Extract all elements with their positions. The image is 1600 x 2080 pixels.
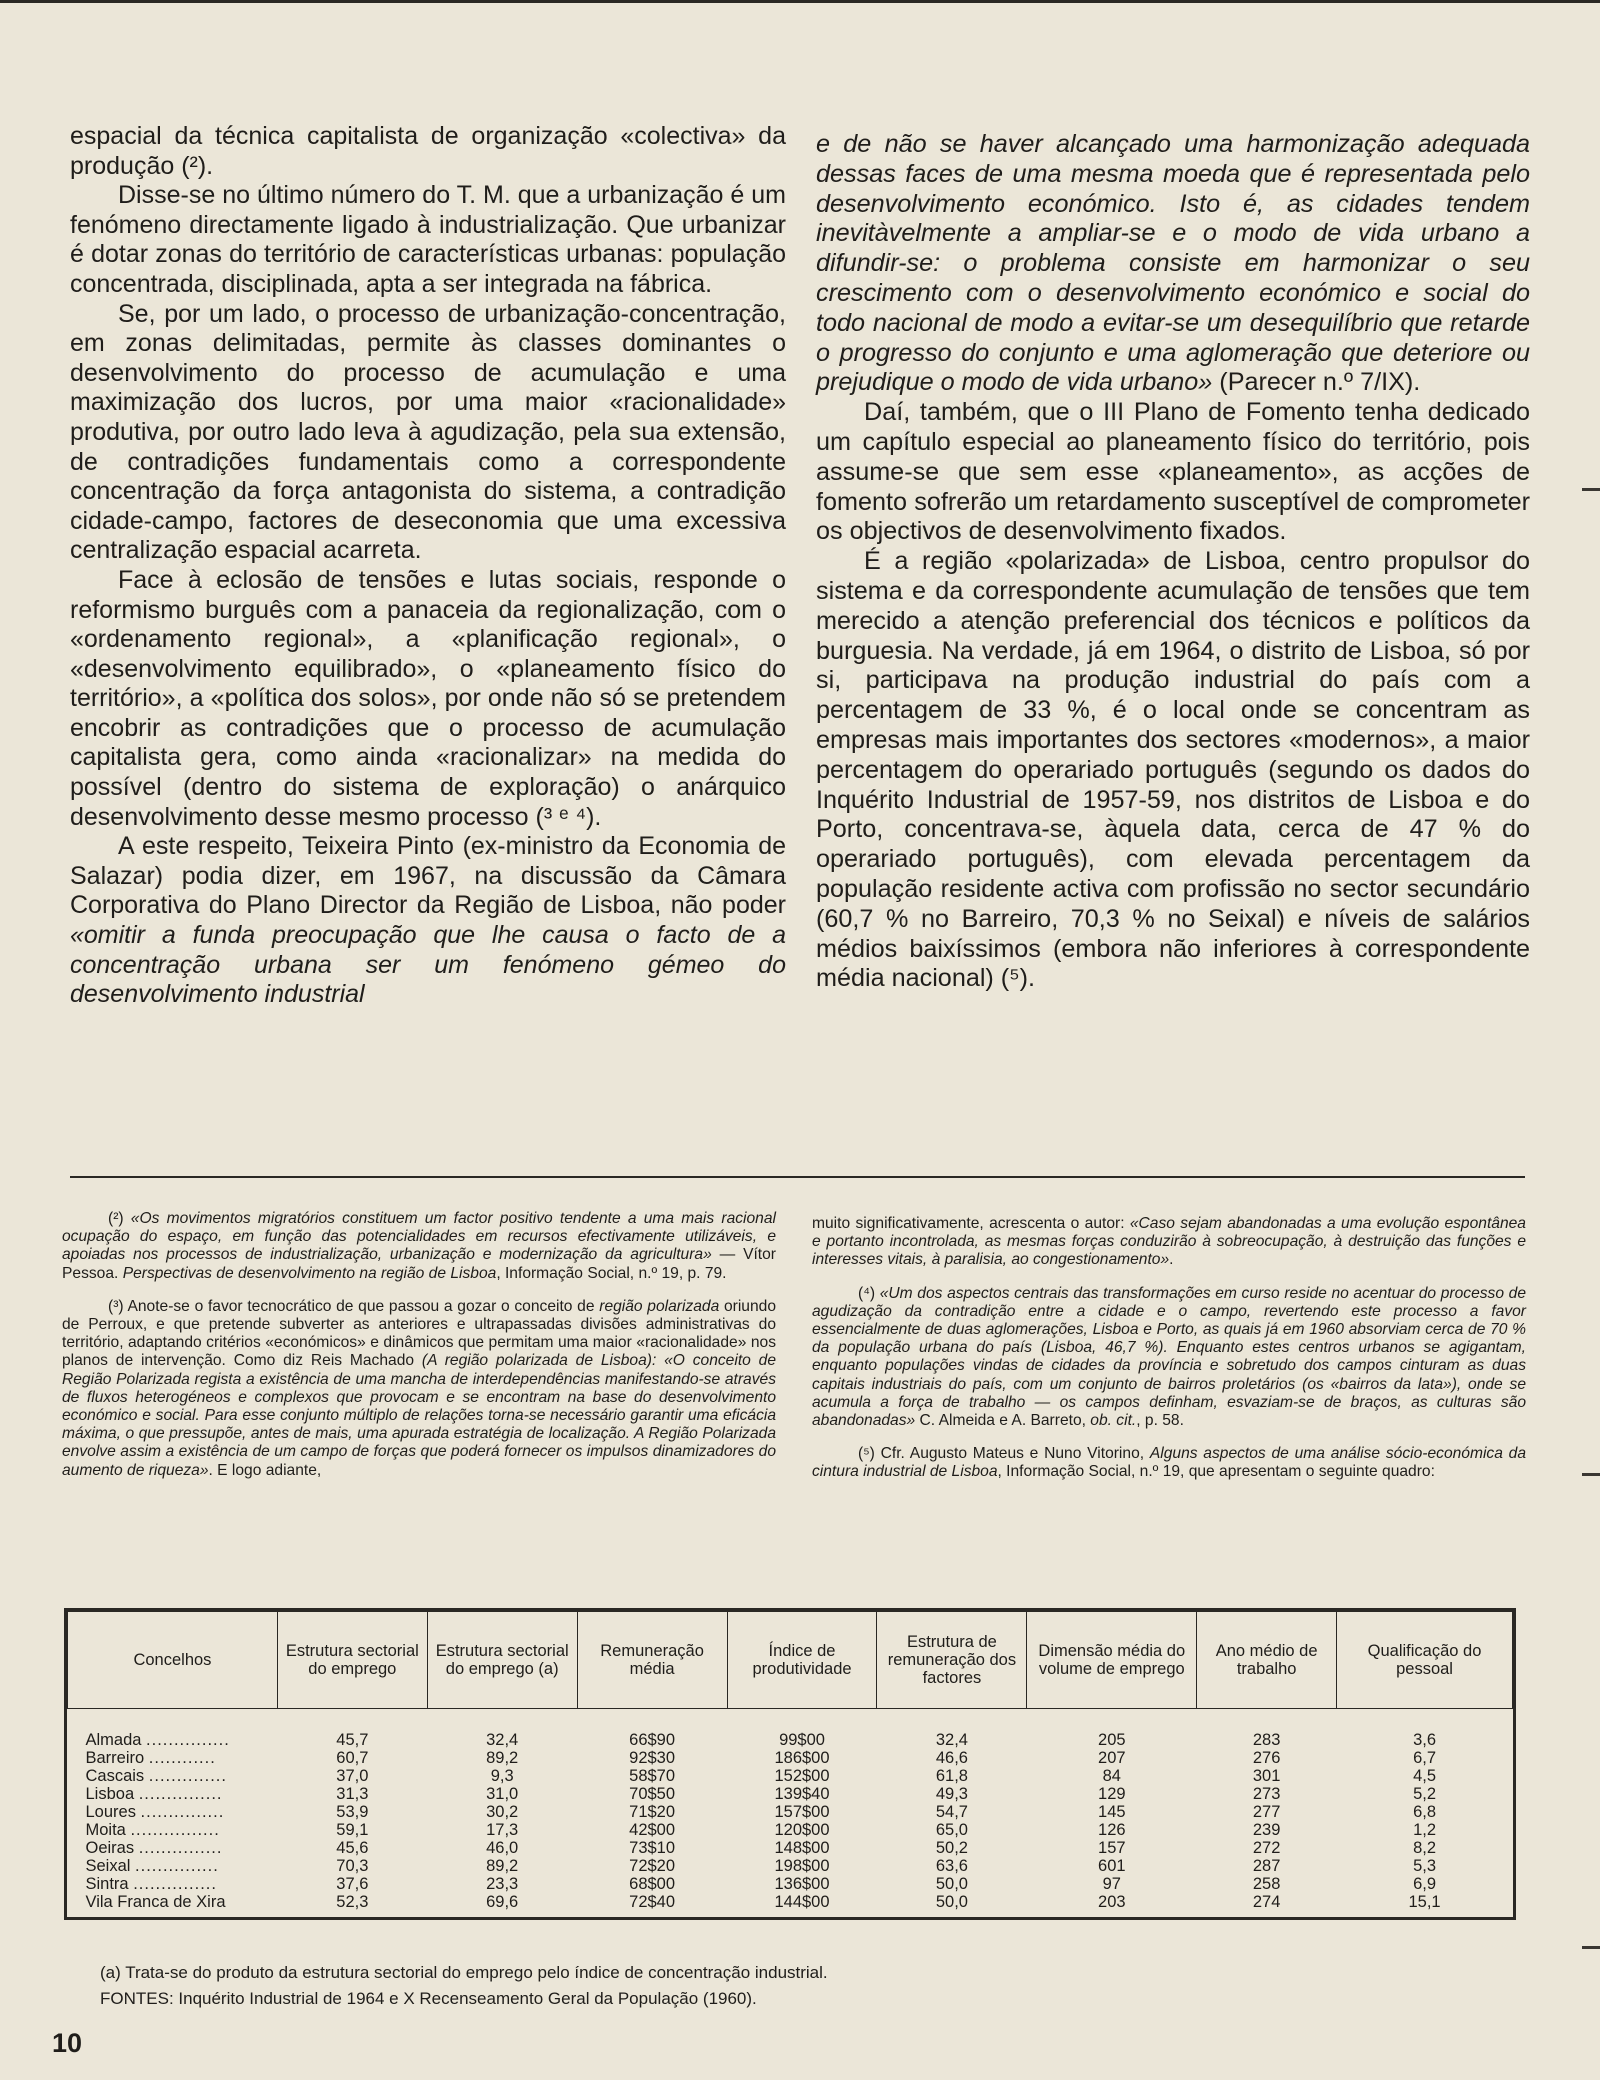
table-cell: 69,6 bbox=[486, 1893, 519, 1911]
concelho-cell bbox=[68, 1857, 278, 1875]
table-cell: 60,7 bbox=[336, 1749, 369, 1767]
table-cell: 72$20 bbox=[629, 1857, 676, 1875]
paragraph: É a região «polarizada» de Lisboa, centro propulsor do sistema e da correspondente acumulação de tensões que tem merecido a atenção preferencial dos técnicos e políticos da burguesia. Na verdade, já em 1964, o distrito de Lisboa, só por si, participava na produção industrial do país com a percentagem de 33 %, é o local onde se concentram as empresas mais importantes dos sectores «modernos», a maior percentagem do operariado português (segundo os dados do Inquérito Industrial de 1957-59, nos distritos de Lisboa e do Porto, concentrava-se, àquela data, cerca de 47 % do operariado português), com elevada percentagem da população residente activa com profissão no sector secundário (60,7 % no Barreiro, 70,3 % no Seixal) e níveis de salários médios baixíssimos (embora não inferiores à correspondente média nacional) (⁵). bbox=[816, 547, 1530, 993]
text-run: (Parecer n.º 7/IX). bbox=[1212, 368, 1421, 397]
table-cell: 89,2 bbox=[486, 1857, 519, 1875]
table-cell: 97 bbox=[1102, 1875, 1121, 1893]
table-cell: 205 bbox=[1098, 1731, 1126, 1749]
table-cell: 274 bbox=[1252, 1893, 1281, 1911]
table-cell: 99$00 bbox=[779, 1731, 825, 1749]
concelhos-table bbox=[67, 1611, 1513, 1911]
footnote-4 bbox=[812, 1285, 1526, 1431]
leader-dots: ............... bbox=[138, 1839, 223, 1857]
footnote-2 bbox=[62, 1210, 776, 1283]
table-cell: 144$00 bbox=[774, 1893, 830, 1911]
paragraph: espacial da técnica capitalista de organização «colectiva» da produção (²). bbox=[70, 122, 786, 180]
footnote-mark: (²) bbox=[108, 1210, 124, 1227]
paragraph bbox=[70, 832, 786, 1010]
table-cell: 70,3 bbox=[336, 1857, 369, 1875]
table-cell: 70$50 bbox=[629, 1785, 676, 1803]
table-cell: 258 bbox=[1252, 1875, 1281, 1893]
table-cell: 50,2 bbox=[935, 1839, 968, 1857]
table-cell: 136$00 bbox=[774, 1875, 830, 1893]
text-run: oriundo de Perroux, e que pretende subverter as anteriores e ultrapassadas divisões administrativas do território, adaptando critérios «económicos» e dinâmicos que permitam uma maior «racionalidade» nos planos de intervenção. Como diz Reis Machado bbox=[62, 1297, 776, 1370]
table-header-cell: Índice de produtividade bbox=[727, 1612, 877, 1709]
table-cell: 601 bbox=[1098, 1857, 1126, 1875]
table-cell: 6,7 bbox=[1413, 1749, 1436, 1767]
margin-mark bbox=[1582, 1473, 1600, 1476]
table-cell: 65,0 bbox=[935, 1821, 968, 1839]
table-row bbox=[68, 1821, 1513, 1839]
text-run: «Caso sejam abandonadas a uma evolução espontânea e portanto incontrolada, as mesmas forças conduzirão à sobreocupação, à destruição das funções e interesses vitais, à paralisia, ao congestionamento» bbox=[812, 1215, 1526, 1269]
concelho-cell bbox=[68, 1893, 278, 1911]
concelho-cell bbox=[68, 1749, 278, 1767]
table-cell: 68$00 bbox=[629, 1875, 676, 1893]
table-cell: 8,2 bbox=[1413, 1839, 1436, 1857]
table-cell: 37,6 bbox=[336, 1875, 369, 1893]
table-header-row bbox=[68, 1612, 1513, 1709]
table-cell: 92$30 bbox=[629, 1749, 676, 1767]
table-cell: 63,6 bbox=[935, 1857, 968, 1875]
table-cell: 58$70 bbox=[629, 1767, 676, 1785]
table-cell: 5,3 bbox=[1413, 1857, 1436, 1875]
table-header-cell: Remuneração média bbox=[577, 1612, 727, 1709]
table-cell: 61,8 bbox=[935, 1767, 968, 1785]
leader-dots: ................ bbox=[130, 1821, 220, 1839]
text-run: C. Almeida e A. Barreto, bbox=[915, 1412, 1091, 1430]
footnotes-right bbox=[812, 1215, 1526, 1497]
table-cell: 52,3 bbox=[336, 1893, 369, 1911]
table-row bbox=[68, 1875, 1513, 1893]
table-cell: 139$40 bbox=[774, 1785, 830, 1803]
concelho-name: Oeiras bbox=[85, 1839, 135, 1857]
concelho-cell bbox=[68, 1803, 278, 1821]
concelho-name: Seixal bbox=[85, 1857, 131, 1875]
table-cell: 5,2 bbox=[1413, 1785, 1436, 1803]
table-cell: 46,6 bbox=[935, 1749, 968, 1767]
table-cell: 50,0 bbox=[935, 1875, 968, 1893]
table-cell: 4,5 bbox=[1413, 1767, 1436, 1785]
footnotes-left bbox=[62, 1210, 776, 1495]
table-row bbox=[68, 1803, 1513, 1821]
table-cell: 277 bbox=[1252, 1803, 1281, 1821]
table-cell: 30,2 bbox=[486, 1803, 519, 1821]
table-cell: 46,0 bbox=[486, 1839, 519, 1857]
table-cell: 301 bbox=[1252, 1767, 1281, 1785]
footnote-3-continued bbox=[812, 1215, 1526, 1270]
table-cell: 17,3 bbox=[486, 1821, 519, 1839]
table-cell: 272 bbox=[1252, 1839, 1281, 1857]
table-cell: 6,9 bbox=[1413, 1875, 1436, 1893]
text-run: Alguns aspectos de uma análise sócio-económica da cintura industrial de Lisboa bbox=[812, 1445, 1526, 1481]
table-cell: 31,0 bbox=[486, 1785, 519, 1803]
table-header-cell: Qualificação do pessoal bbox=[1337, 1612, 1513, 1709]
text-run: «Os movimentos migratórios constituem um factor positivo tendente a uma mais racional ocupação do espaço, em função das potencialidades em recursos efectivamente utilizáveis, e apoiadas nos processos de industrialização, urbanização e modernização da agricultura» bbox=[62, 1210, 776, 1264]
table-cell: 37,0 bbox=[336, 1767, 369, 1785]
table-cell: 73$10 bbox=[629, 1839, 676, 1857]
concelho-cell bbox=[68, 1709, 278, 1750]
table-cell: 53,9 bbox=[336, 1803, 369, 1821]
table-header-cell: Dimensão média do volume de emprego bbox=[1027, 1612, 1197, 1709]
table-notes bbox=[100, 1960, 828, 2012]
table-cell: 157 bbox=[1098, 1839, 1126, 1857]
concelho-cell bbox=[68, 1839, 278, 1857]
footnote-3 bbox=[62, 1298, 776, 1480]
concelho-name: Barreiro bbox=[85, 1749, 145, 1767]
table-cell: 45,7 bbox=[336, 1731, 369, 1749]
table-cell: 186$00 bbox=[774, 1749, 830, 1767]
margin-mark bbox=[1582, 1946, 1600, 1949]
paragraph: Disse-se no último número do T. M. que a urbanização é um fenómeno directamente ligado à industrialização. Que urbanizar é dotar zonas do território de características urbanas: população concentrada, disciplinada, apta a ser integrada na fábrica. bbox=[70, 181, 786, 298]
table-cell: 31,3 bbox=[336, 1785, 369, 1803]
table-cell: 32,4 bbox=[486, 1731, 519, 1749]
footnote-5 bbox=[812, 1445, 1526, 1481]
table-cell: 42$00 bbox=[629, 1821, 676, 1839]
table-cell: 126 bbox=[1098, 1821, 1126, 1839]
quotation: e de não se haver alcançado uma harmonização adequada dessas faces de uma mesma moeda que é representada pelo desenvolvimento económico. Isto é, as cidades tendem inevitàvelmente a ampliar-se e o modo de vida urbano a difundir-se: o problema consiste em harmonizar o seu crescimento com o desenvolvimento económico e social do todo nacional de modo a evitar-se um desequilíbrio que retarde o progresso do conjunto e uma aglomeração que deteriore ou prejudique o modo de vida urbano» bbox=[816, 130, 1530, 397]
text-run: (A região polarizada de Lisboa): «O conceito de Região Polarizada regista a existência de uma mancha de interdependências manifestando-se através de fluxos heterogéneos e complexos que provocam e se encontram na base do desenvolvimento económico e social. Para esse conjunto múltiplo de relações torna-se necessário garantir uma eficácia máxima, o que pressupõe, antes de mais, uma apurada estratégia de localização. A Região Polarizada envolve assim a existência de um campo de forças que poderá fornecer os impulsos dinamizadores do aumento de riqueza» bbox=[62, 1352, 776, 1479]
table-row bbox=[68, 1857, 1513, 1875]
text-run: «Um dos aspectos centrais das transformações em curso reside no acentuar do processo de agudização da contradição entre a cidade e o campo, revertendo este processo a favor essencialmente de duas aglomerações, Lisboa e Porto, as quais já em 1960 absorviam cerca de 70 % da população urbana do país (Lisboa, 46,7 %). Enquanto estes centros urbanos se agigantam, enquanto populações vindas de cidades da província e sobretudo dos campos cinturam as duas capitais industriais do país, com um conjunto de bairros proletários (os «bairros da lata»), onde se acumula a força de trabalho — os campos definham, esvaziam-se de braços, as culturas são abandonadas» bbox=[812, 1284, 1526, 1430]
text-run: , Informação Social, n.º 19, que apresentam o seguinte quadro: bbox=[997, 1463, 1435, 1481]
quotation: «omitir a funda preocupação que lhe causa o facto de a concentração urbana ser um fenómeno gémeo do desenvolvimento industrial bbox=[70, 921, 786, 1009]
table-cell: 273 bbox=[1252, 1785, 1281, 1803]
table-cell: 152$00 bbox=[774, 1767, 830, 1785]
table-cell: 157$00 bbox=[774, 1803, 830, 1821]
footnote-divider bbox=[70, 1176, 1525, 1178]
paragraph bbox=[816, 130, 1530, 398]
concelho-name: Moita bbox=[85, 1821, 126, 1839]
table-cell: 287 bbox=[1252, 1857, 1281, 1875]
text-run: . E logo adiante, bbox=[208, 1461, 322, 1479]
concelho-name: Cascais bbox=[85, 1767, 145, 1785]
leader-dots: ............... bbox=[133, 1875, 217, 1893]
table-header-cell: Estrutura de remuneração dos factores bbox=[877, 1612, 1027, 1709]
table-cell: 32,4 bbox=[935, 1731, 968, 1749]
data-table bbox=[64, 1608, 1516, 1920]
text-run: Anote-se o favor tecnocrático de que passou a gozar o conceito de bbox=[123, 1297, 600, 1315]
table-note-a: (a) Trata-se do produto da estrutura sectorial do emprego pelo índice de concentração industrial. bbox=[100, 1963, 828, 1982]
footnote-mark: (⁵) bbox=[858, 1445, 875, 1463]
table-cell: 89,2 bbox=[486, 1749, 519, 1767]
leader-dots: ............... bbox=[135, 1857, 219, 1875]
paragraph: Daí, também, que o III Plano de Fomento tenha dedicado um capítulo especial ao planeamento físico do território, pois assume-se que sem esse «planeamento», as acções de fomento sofrerão um retardamento susceptível de comprometer os objectivos de desenvolvimento fixados. bbox=[816, 398, 1530, 546]
table-row bbox=[68, 1709, 1513, 1750]
table-header-cell: Estrutura sectorial do emprego (a) bbox=[427, 1612, 577, 1709]
concelho-name: Almada bbox=[85, 1731, 142, 1749]
table-cell: 3,6 bbox=[1413, 1731, 1436, 1749]
table-cell: 72$40 bbox=[629, 1893, 676, 1911]
concelho-cell bbox=[68, 1875, 278, 1893]
text-run: A este respeito, Teixeira Pinto (ex-ministro da Economia de Salazar) podia dizer, em 1967, na discussão da Câmara Corporativa do Plano Director da Região de Lisboa, não poder bbox=[70, 832, 786, 920]
margin-mark bbox=[1582, 488, 1600, 491]
text-run: ob. cit. bbox=[1090, 1412, 1137, 1430]
concelho-name: Sintra bbox=[85, 1875, 129, 1893]
text-run: Perspectivas de desenvolvimento na região de Lisboa bbox=[122, 1264, 497, 1282]
table-cell: 198$00 bbox=[774, 1857, 830, 1875]
table-cell: 276 bbox=[1252, 1749, 1281, 1767]
table-cell: 9,3 bbox=[490, 1767, 514, 1785]
paragraph: Face à eclosão de tensões e lutas sociais, responde o reformismo burguês com a panaceia da regionalização, com o «ordenamento regional», a «planificação regional», o «desenvolvimento equilibrado», o «planeamento físico do território», a «política dos solos», por onde não só se pretendem encobrir as contradições que o processo de acumulação capitalista gera, como ainda «racionalizar» na medida do possível (dentro do sistema de exploração) o anárquico desenvolvimento desse mesmo processo (³ ᵉ ⁴). bbox=[70, 565, 786, 831]
leader-dots: ............... bbox=[140, 1803, 225, 1821]
table-cell: 84 bbox=[1102, 1767, 1121, 1785]
text-run: . bbox=[1169, 1251, 1174, 1269]
table-cell: 203 bbox=[1098, 1893, 1126, 1911]
table-cell: 71$20 bbox=[629, 1803, 676, 1821]
table-cell: 129 bbox=[1098, 1785, 1126, 1803]
text-run: muito significativamente, acrescenta o autor: bbox=[812, 1215, 1130, 1232]
table-cell: 283 bbox=[1252, 1731, 1281, 1749]
table-cell: 148$00 bbox=[774, 1839, 830, 1857]
text-run: , Informação Social, n.º 19, p. 79. bbox=[496, 1264, 727, 1282]
concelho-name: Vila Franca de Xira bbox=[85, 1893, 226, 1911]
top-rule bbox=[0, 0, 1600, 3]
table-cell: 54,7 bbox=[935, 1803, 968, 1821]
table-row bbox=[68, 1749, 1513, 1767]
table-row bbox=[68, 1785, 1513, 1803]
text-run: — Vítor Pessoa. bbox=[62, 1246, 776, 1282]
leader-dots: ............ bbox=[148, 1749, 216, 1767]
leader-dots: ............... bbox=[146, 1731, 230, 1749]
table-row bbox=[68, 1893, 1513, 1911]
page-number: 10 bbox=[52, 2028, 83, 2058]
text-run: região polarizada bbox=[599, 1297, 720, 1315]
leader-dots: ............... bbox=[138, 1785, 223, 1803]
table-header-cell: Concelhos bbox=[68, 1612, 278, 1709]
concelho-cell bbox=[68, 1821, 278, 1839]
footnote-mark: (³) bbox=[108, 1297, 124, 1315]
table-cell: 15,1 bbox=[1408, 1893, 1441, 1911]
article-column-left bbox=[70, 122, 786, 1010]
table-header-cell: Estrutura sectorial do emprego bbox=[277, 1612, 427, 1709]
footnote-mark: (⁴) bbox=[858, 1284, 876, 1302]
concelho-cell bbox=[68, 1767, 278, 1785]
concelho-name: Loures bbox=[85, 1803, 136, 1821]
table-cell: 50,0 bbox=[935, 1893, 968, 1911]
table-cell: 66$90 bbox=[629, 1731, 676, 1749]
leader-dots: .............. bbox=[148, 1767, 227, 1785]
table-cell: 45,6 bbox=[336, 1839, 369, 1857]
table-cell: 145 bbox=[1098, 1803, 1126, 1821]
table-cell: 6,8 bbox=[1413, 1803, 1436, 1821]
text-run: , p. 58. bbox=[1136, 1412, 1184, 1430]
table-sources: FONTES: Inquérito Industrial de 1964 e X Recenseamento Geral da População (1960). bbox=[100, 1989, 757, 2008]
table-cell: 59,1 bbox=[336, 1821, 369, 1839]
concelho-cell bbox=[68, 1785, 278, 1803]
article-column-right bbox=[816, 130, 1530, 994]
table-row bbox=[68, 1767, 1513, 1785]
table-cell: 207 bbox=[1098, 1749, 1126, 1767]
paragraph: Se, por um lado, o processo de urbanização-concentração, em zonas delimitadas, permite às classes dominantes o desenvolvimento do processo de acumulação e uma maximização dos lucros, por uma maior «racionalidade» produtiva, por outro lado leva à agudização, pela sua extensão, de contradições fundamentais como a correspondente concentração da força antagonista do sistema, a contradição cidade-campo, factores de deseconomia que uma excessiva centralização espacial acarreta. bbox=[70, 299, 786, 565]
table-cell: 23,3 bbox=[486, 1875, 519, 1893]
table-cell: 120$00 bbox=[774, 1821, 830, 1839]
table-row bbox=[68, 1839, 1513, 1857]
table-cell: 239 bbox=[1252, 1821, 1281, 1839]
table-cell: 49,3 bbox=[935, 1785, 968, 1803]
concelho-name: Lisboa bbox=[85, 1785, 135, 1803]
table-cell: 1,2 bbox=[1413, 1821, 1436, 1839]
table-header-cell: Ano médio de trabalho bbox=[1197, 1612, 1337, 1709]
text-run: Cfr. Augusto Mateus e Nuno Vitorino, bbox=[874, 1445, 1150, 1463]
